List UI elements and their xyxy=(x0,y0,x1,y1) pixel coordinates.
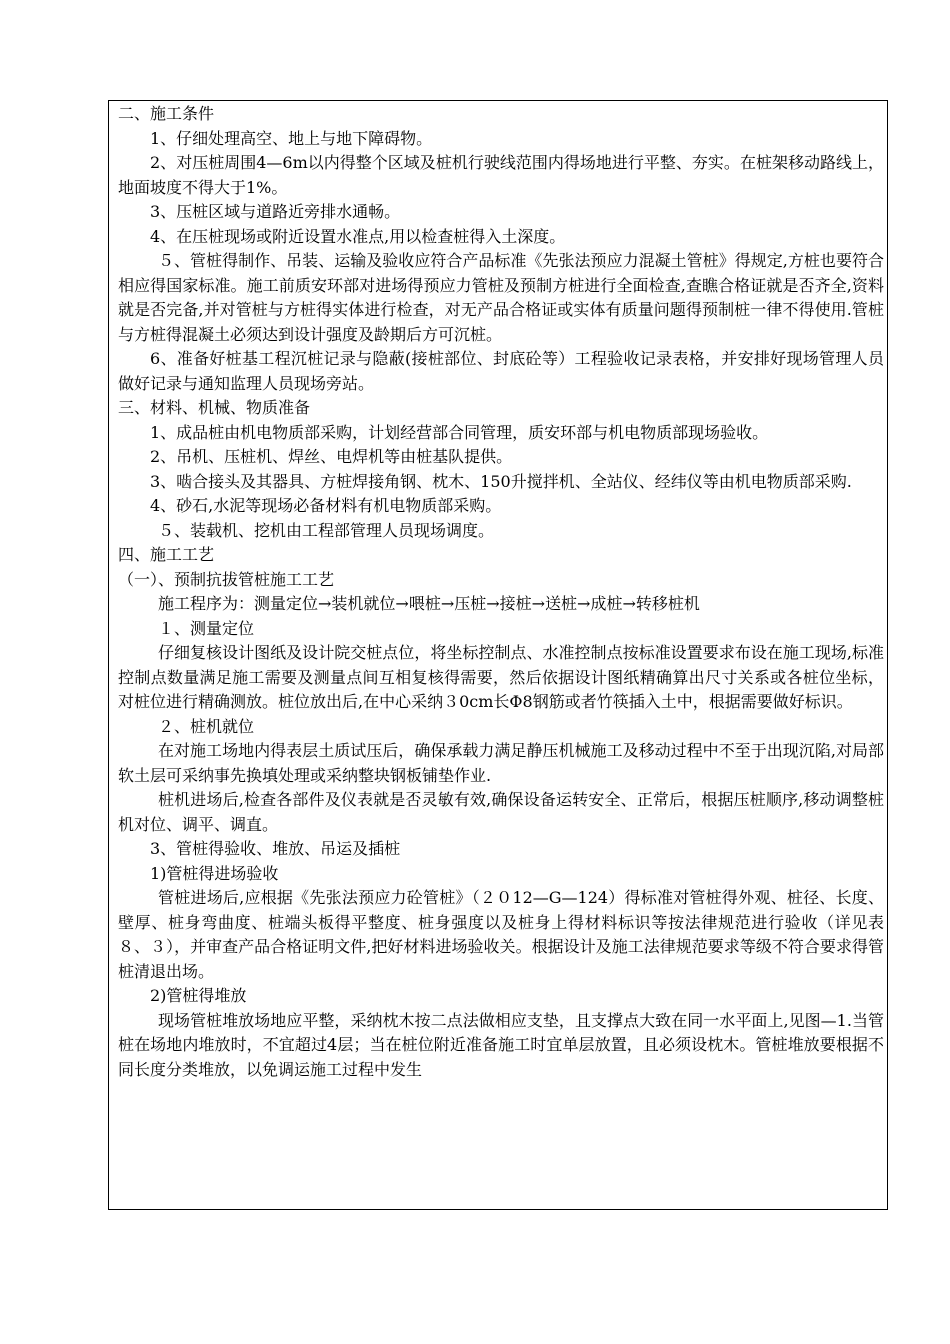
section-4-1-text: 仔细复核设计图纸及设计院交桩点位，将坐标控制点、水准控制点按标准设置要求布设在施工现场,标准控制点数量满足施工需要及测量点间互相复核得需要，然后依据设计图纸精确算出尺寸关系或各桩位坐标，对桩位进行精确测放。桩位放出后,在中心采纳３0cm长Φ8钢筋或者竹筷插入土中，根据需要做好标识。 xyxy=(118,643,884,711)
section-4-title: 四、施工工艺 xyxy=(118,545,215,564)
section-4-3-1-text: 管桩进场后,应根据《先张法预应力砼管桩》（２０12—G—124）得标准对管桩得外观、桩径、长度、壁厚、桩身弯曲度、桩端头板得平整度、桩身强度以及桩身上得材料标识等按法律规范进行验收（详见表８、３），并审查产品合格证明文件,把好材料进场验收关。根据设计及施工法律规范要求等级不符合要求得管桩清退出场。 xyxy=(118,888,884,981)
section-4-flow: 施工程序为：测量定位→装机就位→喂桩→压桩→接桩→送桩→成桩→转移桩机 xyxy=(158,594,700,613)
section-4-1-title: １、测量定位 xyxy=(158,618,255,638)
section-2-item-3: 3、压桩区域与道路近旁排水通畅。 xyxy=(150,202,401,221)
section-2-item-4: 4、在压桩现场或附近设置水准点,用以检查桩得入土深度。 xyxy=(150,226,566,246)
section-4-2-text-2: 桩机进场后,检查各部件及仪表就是否灵敏有效,确保设备运转安全、正常后，根据压桩顺序,移动调整桩机对位、调平、调直。 xyxy=(118,790,884,834)
section-2-title: 二、施工条件 xyxy=(118,104,215,123)
section-3-title: 三、材料、机械、物质准备 xyxy=(118,398,311,417)
section-3-item-4: 4、砂石,水泥等现场必备材料有机电物质部采购。 xyxy=(150,496,502,515)
section-4-3-1-title: 1)管桩得进场验收 xyxy=(150,863,279,883)
section-3-item-2: 2、吊机、压桩机、焊丝、电焊机等由桩基队提供。 xyxy=(150,447,513,466)
section-4-3-2-text: 现场管桩堆放场地应平整，采纳枕木按二点法做相应支垫，且支撑点大致在同一水平面上,见图—1.当管桩在场地内堆放时，不宜超过4层；当在桩位附近准备施工时宜单层放置，且必须设枕木。管桩堆放要根据不同长度分类堆放，以免调运施工过程中发生 xyxy=(118,1010,884,1079)
section-4-subtitle: （一）、预制抗拔管桩施工工艺 xyxy=(118,569,335,589)
section-2-item-5: ５、管桩得制作、吊装、运输及验收应符合产品标准《先张法预应力混凝土管桩》得规定,方桩也要符合相应得国家标准。施工前质安环部对进场得预应力管桩及预制方桩进行全面检查,查瞧合格证就是否齐全,资料就是否完备,并对管桩与方桩得实体进行检查，对无产品合格证或实体有质量问题得预制桩一律不得使用.管桩与方桩得混凝土必须达到设计强度及龄期后方可沉桩。 xyxy=(118,251,884,344)
section-4-2-title: ２、桩机就位 xyxy=(158,716,255,736)
section-3-item-1: 1、成品桩由机电物质部采购，计划经营部合同管理，质安环部与机电物质部现场验收。 xyxy=(150,422,769,442)
section-4-3-2-title: 2)管桩得堆放 xyxy=(150,986,247,1005)
section-2-item-2: 2、对压桩周围4—6m以内得整个区域及桩机行驶线范围内得场地进行平整、夯实。在桩架移动路线上，地面坡度不得大于1%。 xyxy=(118,153,884,197)
section-4-3-title: 3、管桩得验收、堆放、吊运及插桩 xyxy=(150,839,401,858)
section-4-2-text-1: 在对施工场地内得表层土质试压后，确保承载力满足静压机械施工及移动过程中不至于出现沉陷,对局部软土层可采纳事先换填处理或采纳整块钢板铺垫作业. xyxy=(118,741,884,785)
section-2-item-6: 6、准备好桩基工程沉桩记录与隐蔽(接桩部位、封底砼等）工程验收记录表格，并安排好现场管理人员做好记录与通知监理人员现场旁站。 xyxy=(118,349,884,393)
section-2-item-1: 1、仔细处理高空、地上与地下障碍物。 xyxy=(150,128,433,148)
section-3-item-3: 3、啮合接头及其器具、方桩焊接角钢、枕木、150升搅拌机、全站仪、经纬仪等由机电物质部采购. xyxy=(150,471,852,491)
section-3-item-5: ５、装载机、挖机由工程部管理人员现场调度。 xyxy=(158,520,495,540)
document-body xyxy=(118,102,884,1082)
